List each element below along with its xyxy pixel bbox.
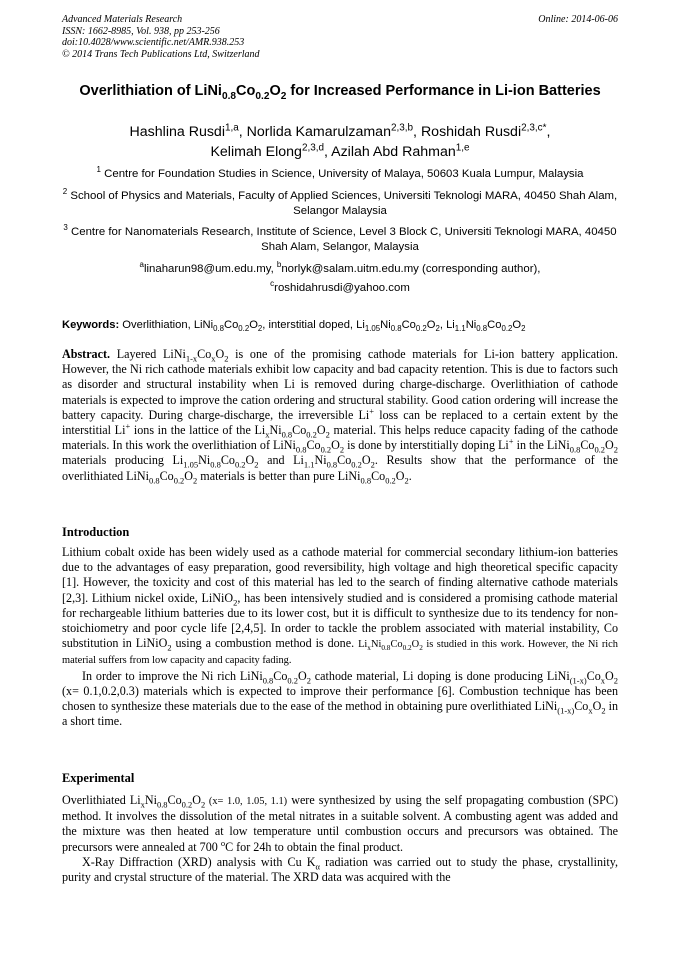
keywords: Keywords: Overlithiation, $LiNi_{0.8}Co_{0.2}O_2$, interstitial doped, $Li_{1.05}Ni_{0.8}Co_{0.2}O_2$, $Li_{1.1}Ni_{0.8}Co_{0.2}O_2$ — [62, 319, 526, 334]
journal-issn: ISSN: 1662-8985, Vol. 938, pp 253-256 — [62, 25, 220, 37]
abstract: Abstract. Layered $LiNi_{1-x}Co_xO_2$ is one of the promising cathode materials for Li-ion battery application. However, the Ni rich cathode materials exhibit low capacity and bad capacity retention. This is due to factors such as disorder and structural instability when Li is removed during charge-discharge. Overlithiation of cathode materials is expected to improve the cation ordering and structural stability. Good cation ordering will increase the battery capacity. During charge-discharge, the irreversible Li+ loss can be replaced to a certain extent by the interstitial Li+ ions in the lattice of the $Li_xNi_{0.8}Co_{0.2}O_2$ material. This helps reduce capacity fading of the cathode materials. In this work the overlithiation of $LiNi_{0.8}Co_{0.2}O_2$ is done by interstitially doping Li+ in the $LiNi_{0.8}Co_{0.2}O_2$ materials producing $Li_{1.05}Ni_{0.8}Co_{0.2}O_2$ and $Li_{1.1}Ni_{0.8}Co_{0.2}O_2$. Results show that the performance of the overlithiated $LiNi_{0.8}Co_{0.2}O_2$ materials is better than pure $LiNi_{0.8}Co_{0.2}O_2$. — [62, 347, 619, 486]
affiliation: $^2$ School of Physics and Materials, Faculty of Applied Sciences, Universiti Teknologi MARA, 40450 Shah Alam, Selangor Malaysia — [62, 187, 618, 217]
affiliation: $^3$ Centre for Nanomaterials Research, Institute of Science, Level 3 Block C, Universiti Teknologi MARA, 40450 Shah Alam, Selangor, Malaysia — [63, 223, 617, 253]
author: Hashlina Rusdi$^{1,a}$ — [129, 122, 239, 140]
journal-name: Advanced Materials Research — [62, 14, 183, 25]
paper-title: Overlithiation of $LiNi_{0.8}Co_{0.2}O_2$ for Increased Performance in Li-ion Batteries — [79, 83, 601, 102]
author: Azilah Abd Rahman$^{1,e}$ — [331, 141, 470, 160]
author-list: Hashlina Rusdi$^{1,a}$, Norlida Kamarulzaman$^{2,3,b}$, Roshidah Rusdi$^{2,3,c*}$, Kelimah Elong$^{2,3,d}$, Azilah Abd Rahman$^{1,e}$ — [129, 122, 551, 160]
section-heading-experimental: Experimental — [62, 771, 135, 785]
journal-header — [62, 14, 618, 60]
journal-info — [62, 14, 260, 60]
introduction-text — [62, 545, 618, 729]
author: Kelimah Elong$^{2,3,d}$ — [210, 141, 325, 160]
author: Roshidah Rusdi$^{2,3,c*}$ — [420, 122, 547, 140]
paragraph: In order to improve the Ni rich $LiNi_{0.8}Co_{0.2}O_2$ cathode material, Li doping is done producing $LiNi_{(1-x)}Co_xO_2$ (x= 0.1,0.2,0.3) materials which is expected to improve their performance [6]. Combustion technique has been chosen to synthesize these materials due to the ease of the method in obtaining pure overlithiated $LiNi_{(1-x)}Co_xO_2$ in a short time. — [62, 668, 618, 729]
experimental-text — [62, 793, 618, 885]
author-emails: $^a$linaharun98@um.edu.my, $^b$norlyk@salam.uitm.edu.my (corresponding author), — [139, 260, 541, 275]
journal-doi: doi:10.4028/www.scientific.net/AMR.938.253 — [62, 37, 245, 49]
affiliation: $^1$ Centre for Foundation Studies in Science, University of Malaya, 50603 Kuala Lumpur, Malaysia — [96, 165, 584, 180]
paragraph: X-Ray Diffraction (XRD) analysis with Cu $K_\alpha$ radiation was carried out to study the phase, crystallinity, purity and crystal structure of the material. The XRD data was acquired with the — [62, 854, 618, 885]
email-link[interactable]: linaharun98@um.edu.my, — [143, 263, 277, 275]
author: Norlida Kamarulzaman$^{2,3,b}$ — [246, 122, 414, 140]
email-link[interactable]: roshidahrusdi@yahoo.com — [274, 282, 410, 294]
section-heading-introduction: Introduction — [62, 525, 130, 539]
paragraph: Lithium cobalt oxide has been widely used as a cathode material for commercial secondary lithium-ion batteries due to the advantages of easy preparation, good reversibility, high voltage and high theoretical specific capacity [1]. However, the toxicity and cost of this material has led to the search of finding alternative cathode materials [2,3]. Lithium nickel oxide, LiNiO$_2$, has been intensively studied and is considered a promising cathode material for rechargeable lithium batteries due to its lower cost, but it is difficult to synthesize due to its tendency for non-stoichiometry and poor cycle life [2,4,5]. In order to tackle the problem associated with material instability, Co substitution in LiNiO$_2$ using a combustion method is done. $Li_xNi_{0.8}Co_{0.2}O_2$ is studied in this work. However, the Ni rich material suffers from low capacity and capacity fading. — [62, 545, 618, 667]
email-link[interactable]: norlyk@salam.uitm.edu.my (corresponding author), — [281, 263, 541, 275]
paragraph: Overlithiated $Li_xNi_{0.8}Co_{0.2}O_2$ (x= 1.0, 1.05, 1.1) were synthesized by using the self propagating combustion (SPC) method. It involves the dissolution of the metal nitrates in a suitable solvent. A combusting agent was added and the mixture was then heated at low temperature until combustion occurs and precursors was obtained. The precursors were annealed at 700 $^o$C for 24h to obtain the final product. — [62, 793, 618, 854]
author-email-c: $^c$roshidahrusdi@yahoo.com — [270, 279, 410, 294]
journal-copyright: © 2014 Trans Tech Publications Ltd, Switzerland — [62, 48, 260, 60]
online-date: Online: 2014-06-06 — [538, 14, 618, 25]
